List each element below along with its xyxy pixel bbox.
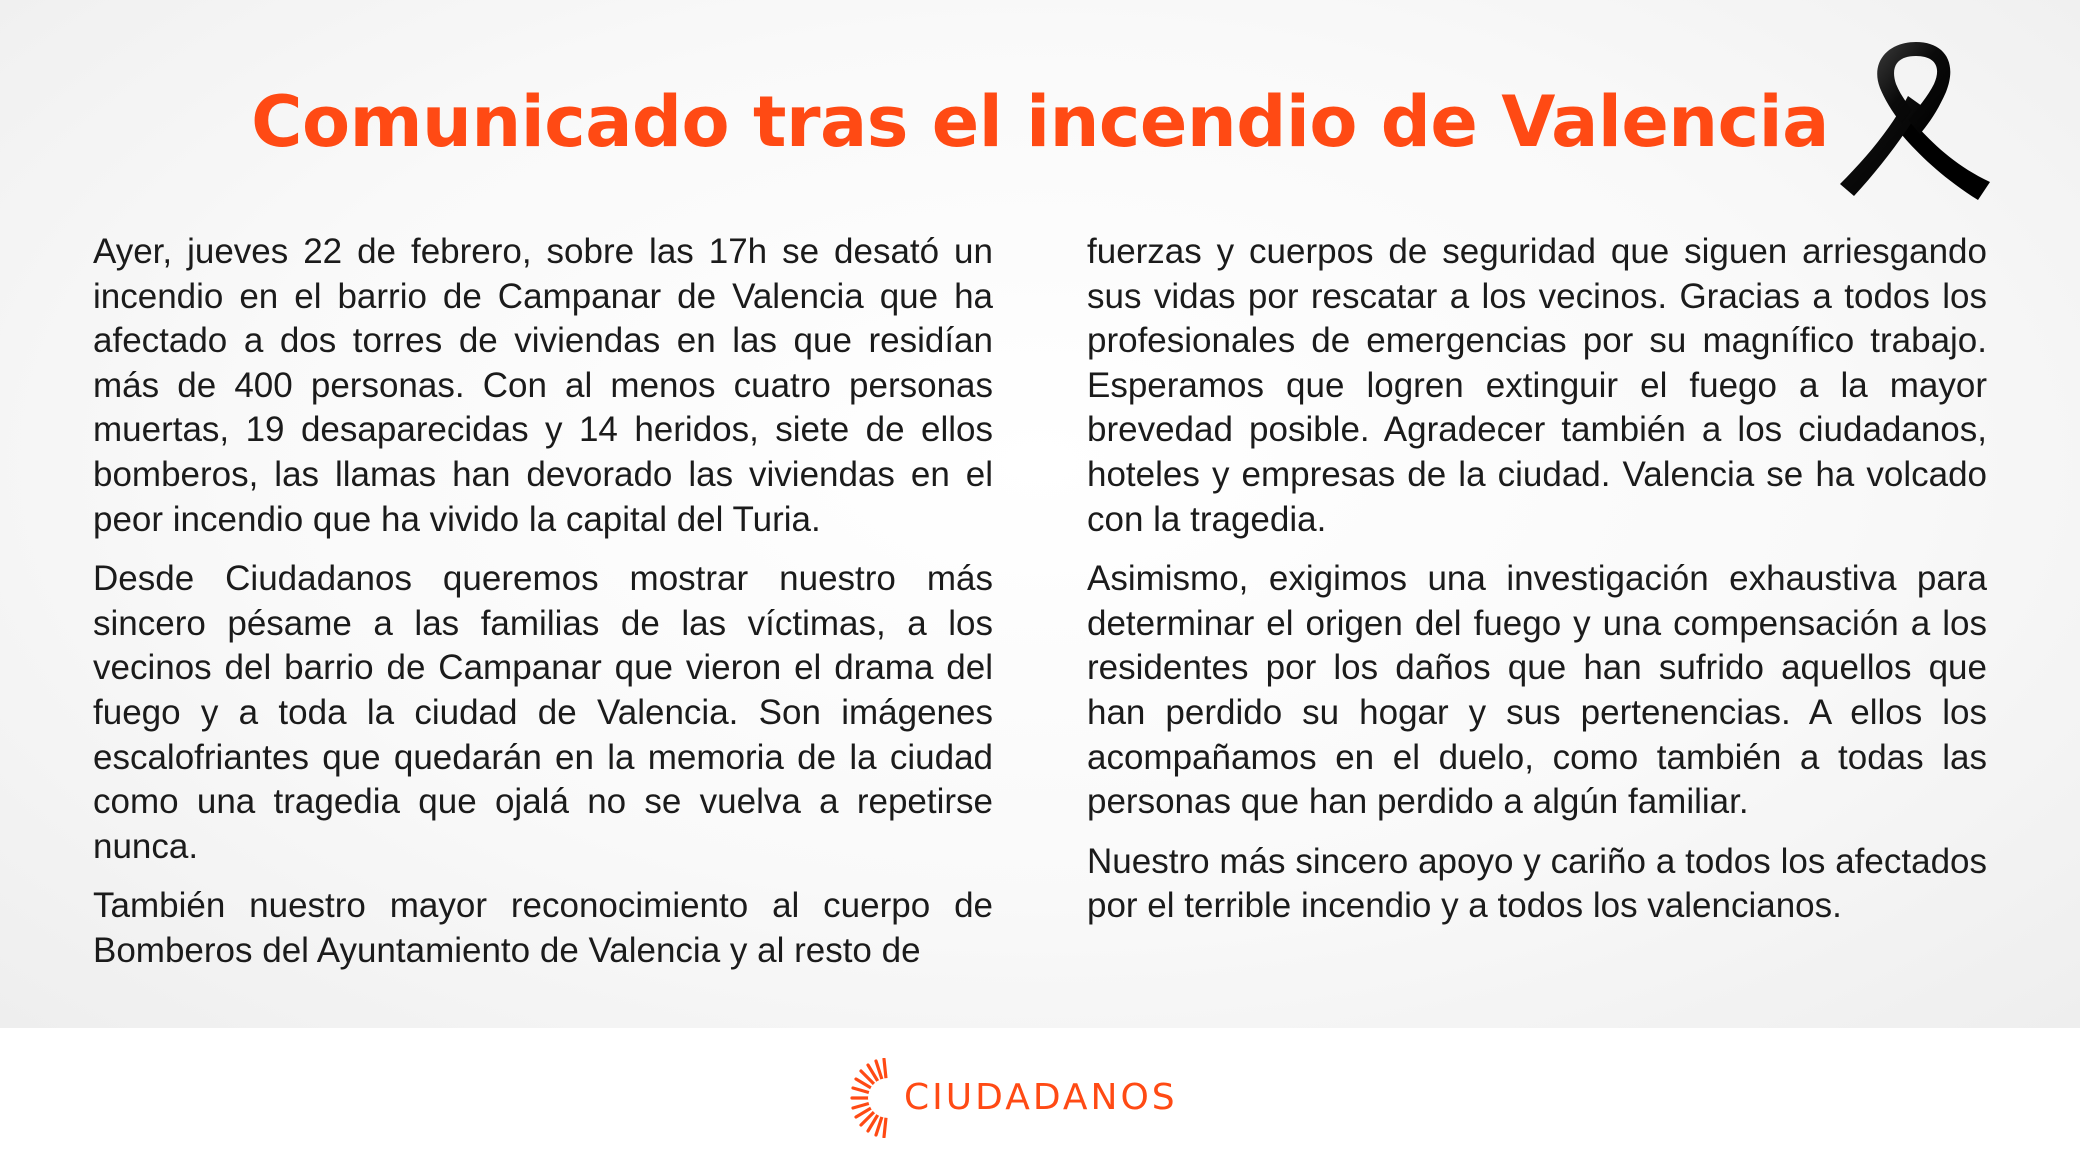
sunburst-logo-icon bbox=[848, 1058, 894, 1138]
brand-name: CIUDADANOS bbox=[904, 1077, 1178, 1118]
page-title: Comunicado tras el incendio de Valencia bbox=[251, 81, 1829, 163]
paragraph-support: Nuestro más sincero apoyo y cariño a todos los afectados por el terrible incendio y a todos los valencianos. bbox=[1087, 841, 1987, 926]
paragraph-condolences: Desde Ciudadanos queremos mostrar nuestro más sincero pésame a las familias de las víctimas, a los vecinos del barrio de Campanar que vieron el drama del fuego y a toda la ciudad de Valencia. Son imágenes escalofriantes que quedarán en la memoria de la ciudad como una tragedia que ojalá no se vuelva a repetirse nunca. bbox=[93, 559, 993, 866]
paragraph-recognition-cont: fuerzas y cuerpos de seguridad que siguen arriesgando sus vidas por rescatar a los vecinos. Gracias a todos los profesionales de emergencias por su magnífico trabajo. Esperamos que logren extinguir el fuego a la mayor brevedad posible. Agradecer también a los ciudadanos, hoteles y empresas de la ciudad. Valencia se ha volcado con la tragedia. bbox=[1087, 232, 1987, 539]
black-ribbon-icon bbox=[1840, 36, 1990, 202]
ciudadanos-logo bbox=[848, 1058, 1178, 1138]
paragraph-fire-report: Ayer, jueves 22 de febrero, sobre las 17h se desató un incendio en el barrio de Campanar de Valencia que ha afectado a dos torres de viviendas en las que residían más de 400 personas. Con al menos cuatro personas muertas, 19 desaparecidas y 14 heridos, siete de ellos bomberos, las llamas han devorado las viviendas en el peor incendio que ha vivido la capital del Turia. bbox=[93, 232, 993, 539]
left-column bbox=[93, 230, 993, 989]
right-column bbox=[1087, 230, 1987, 944]
paragraph-recognition: También nuestro mayor reconocimiento al cuerpo de Bomberos del Ayuntamiento de Valencia y al resto de bbox=[93, 886, 993, 970]
paragraph-investigation: Asimismo, exigimos una investigación exhaustiva para determinar el origen del fuego y una compensación a los residentes por los daños que han sufrido aquellos que han perdido su hogar y sus pertenencias. A ellos los acompañamos en el duelo, como también a todas las personas que han perdido a algún familiar. bbox=[1087, 559, 1987, 822]
